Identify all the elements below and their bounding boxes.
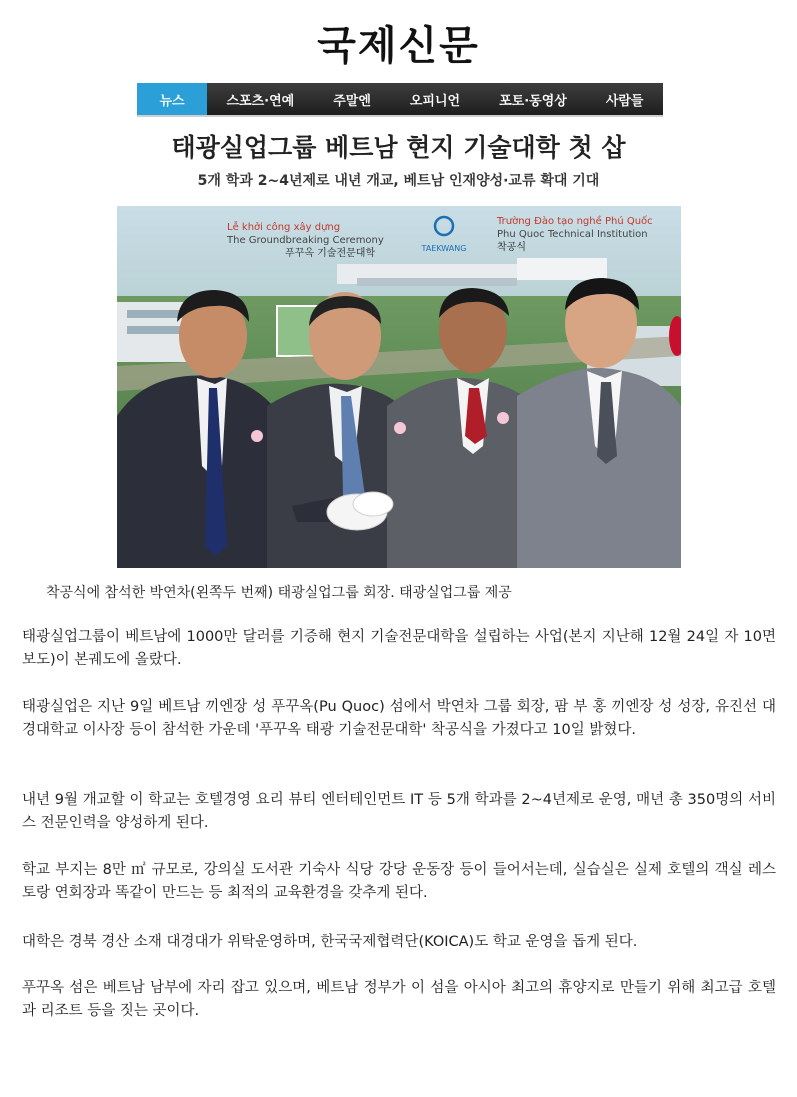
nav-item-news[interactable]: 뉴스 [137, 83, 207, 115]
article-paragraph-6: 푸꾸옥 섬은 베트남 남부에 자리 잡고 있으며, 베트남 정부가 이 섬을 아시아 최고의 휴양지로 만들기 위해 최고급 호텔과 리조트 등을 짓는 곳이다. [22, 980, 776, 1019]
photo-caption: 착공식에 참석한 박연차(왼쪽두 번째) 태광실업그룹 회장. 태광실업그룹 제공 [46, 585, 512, 601]
nav-item-opinion[interactable]: 오피니언 [409, 93, 461, 109]
article-headline: 태광실업그룹 베트남 현지 기술대학 첫 삽 [171, 133, 626, 162]
nav-item-photo-video[interactable]: 포토·동영상 [499, 93, 567, 109]
newspaper-masthead: 국제신문 [317, 23, 480, 69]
banner-left-english: The Groundbreaking Ceremony [227, 235, 384, 246]
banner-left-korean: 푸꾸옥 기술전문대학 [285, 248, 376, 259]
corsage-icon [251, 430, 263, 442]
banner-logo-text: TAEKWANG [421, 244, 467, 253]
section-nav [137, 83, 663, 115]
article-paragraph-3: 내년 9월 개교할 이 학교는 호텔경영 요리 뷰티 엔터테인먼트 IT 등 5개 학과를 2~4년제로 운영, 매년 총 350명의 서비스 전문인력을 양성하게 된다. [22, 792, 776, 831]
article-paragraph-5: 대학은 경북 경산 소재 대경대가 위탁운영하며, 한국국제협력단(KOICA)도 학교 운영을 돕게 된다. [22, 934, 638, 950]
article-paragraph-2: 태광실업은 지난 9일 베트남 끼엔장 성 푸꾸옥(Pu Quoc) 섬에서 박연차 그룹 회장, 팜 부 홍 끼엔장 성 성장, 유진선 대경대학교 이사장 등이 참석한 가운데 '푸꾸옥 태광 기술전문대학' 착공식을 가졌다고 10일 밝혔다. [22, 699, 776, 738]
nav-divider [137, 115, 663, 117]
banner-right-vietnamese: Trường Đào tạo nghề Phú Quốc [497, 216, 653, 227]
article-paragraph-1: 태광실업그룹이 베트남에 1000만 달러를 기증해 현지 기술전문대학을 설립하는 사업(본지 지난해 12월 24일 자 10면 보도)이 본궤도에 올랐다. [22, 629, 776, 668]
banner-right-korean: 착공식 [497, 242, 526, 253]
nav-item-people[interactable]: 사람들 [605, 93, 644, 109]
banner-left-vietnamese: Lễ khởi công xây dựng [227, 222, 341, 233]
banner-right-english: Phu Quoc Technical Institution [497, 229, 648, 240]
nav-item-weekend[interactable]: 주말엔 [333, 93, 371, 109]
article-paragraph-4: 학교 부지는 8만 ㎡ 규모로, 강의실 도서관 기숙사 식당 강당 운동장 등이 들어서는데, 실습실은 실제 호텔의 객실 레스토랑 연회장과 똑같이 만드는 등 최적의 교육환경을 갖추게 된다. [22, 862, 776, 901]
article-photo [117, 206, 681, 568]
corsage-icon [497, 412, 509, 424]
nav-item-sports-entertainment[interactable]: 스포츠·연예 [226, 93, 295, 109]
article-subhead: 5개 학과 2~4년제로 내년 개교, 베트남 인재양성·교류 확대 기대 [197, 173, 600, 189]
corsage-icon [394, 422, 406, 434]
